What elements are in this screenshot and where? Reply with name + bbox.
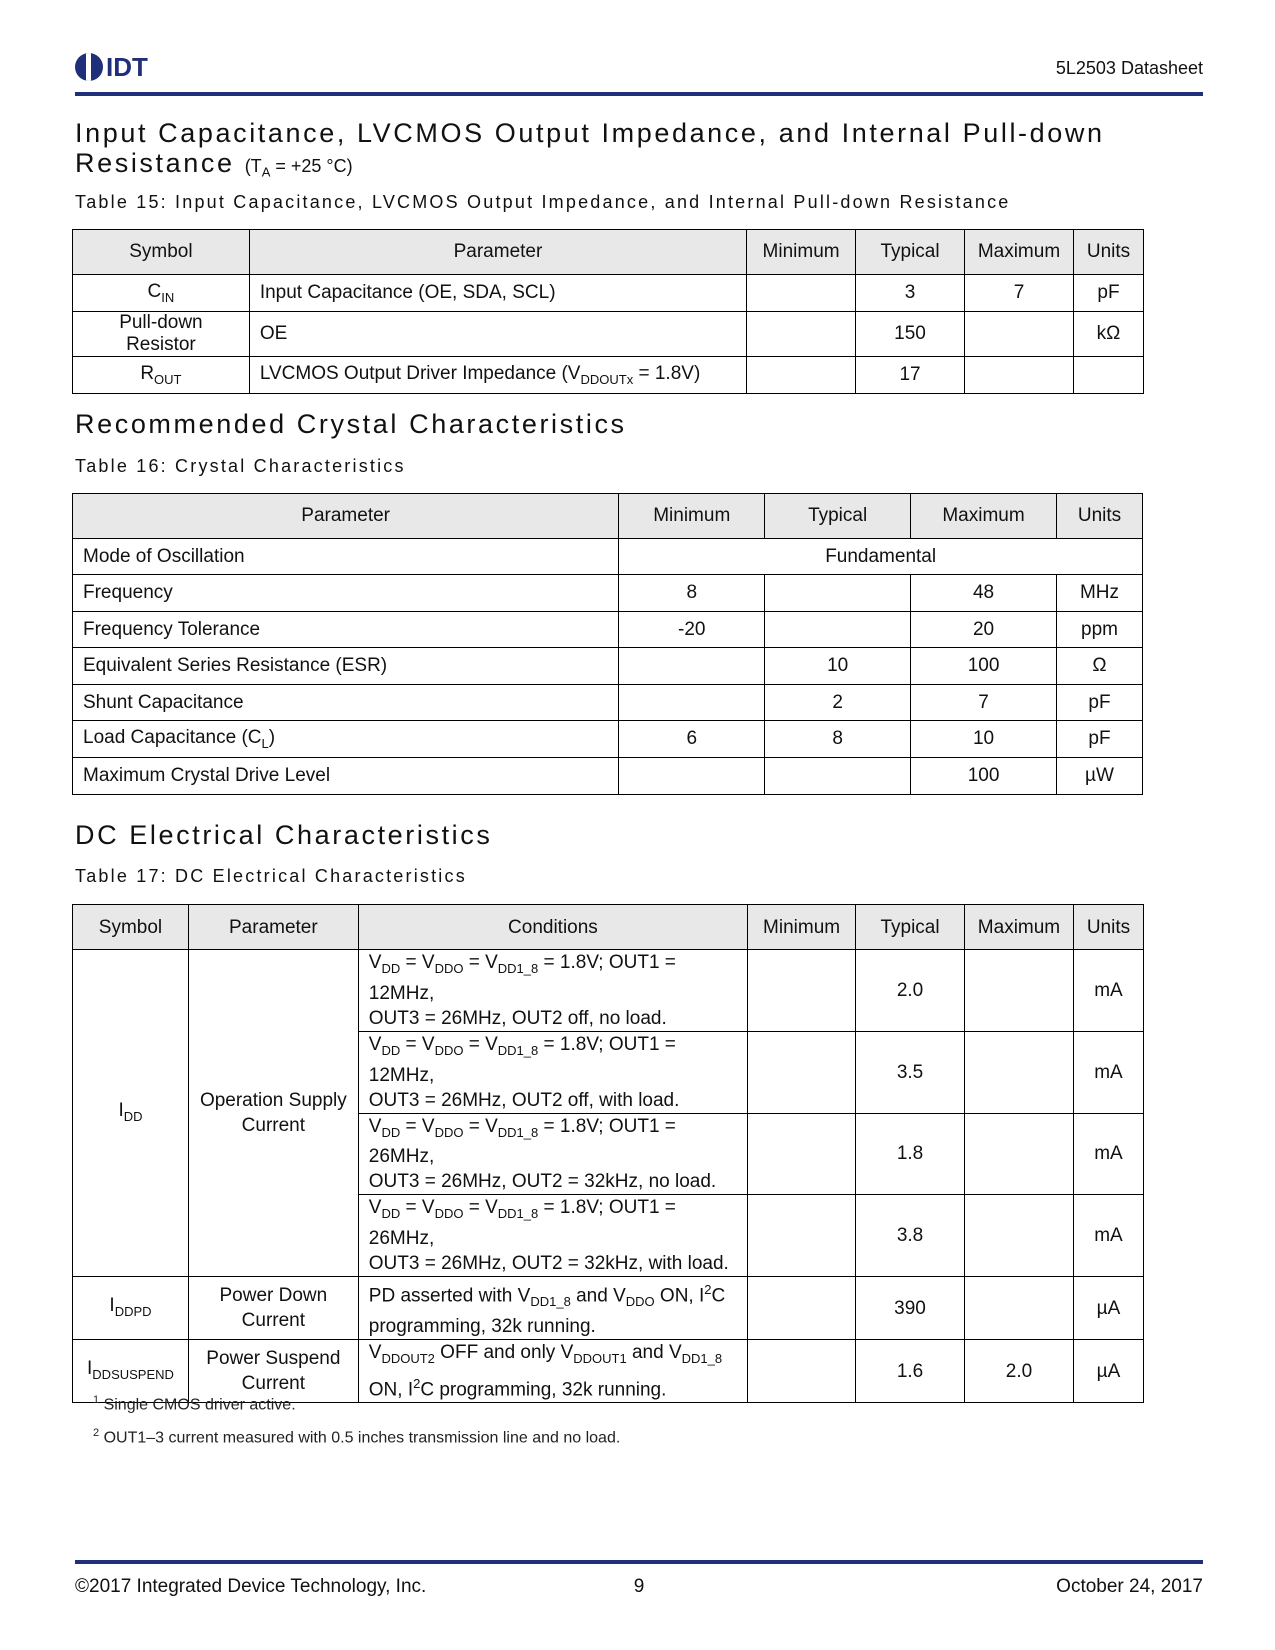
table-header-row [73, 494, 1143, 539]
units-cell: pF [1057, 685, 1143, 721]
column-header: Parameter [249, 230, 746, 275]
maximum-cell [965, 312, 1074, 357]
footnotes [93, 1386, 620, 1453]
typical-cell: 3.8 [856, 1195, 965, 1277]
minimum-cell [748, 1340, 856, 1403]
table-header-row [73, 905, 1144, 950]
conditions-cell: $V_{DD} = V_{DDO} = V_{DD1\_8} = 1.8V$; OUT1 = 12MHz, OUT3 = 26MHz, OUT2 off, with load. [358, 1031, 747, 1113]
minimum-cell [748, 1195, 856, 1277]
column-header: Typical [856, 905, 965, 950]
publication-date: October 24, 2017 [1056, 1576, 1203, 1597]
column-header: Units [1073, 905, 1143, 950]
minimum-cell: 8 [619, 575, 765, 612]
conditions-cell: $V_{DD} = V_{DDO} = V_{DD1\_8} = 1.8V$; OUT1 = 26MHz, OUT3 = 26MHz, OUT2 = 32kHz, no load. [358, 1113, 747, 1195]
parameter-cell: Power Down Current [188, 1277, 358, 1340]
column-header: Typical [765, 494, 911, 539]
typical-cell [765, 758, 911, 795]
symbol-cell: $C_{IN}$ [73, 275, 250, 312]
units-cell: pF [1073, 275, 1143, 312]
table-15-caption: Table 15: Input Capacitance, LVCMOS Output Impedance, and Internal Pull-down Resistance [75, 192, 1011, 212]
units-cell: µW [1057, 758, 1143, 795]
minimum-cell [619, 758, 765, 795]
minimum-cell [748, 1113, 856, 1195]
column-header: Units [1057, 494, 1143, 539]
typical-cell: 2 [765, 685, 911, 721]
section-title-dc-electrical: DC Electrical Characteristics [75, 820, 493, 850]
table-row [73, 950, 1144, 1032]
section-title-crystal: Recommended Crystal Characteristics [75, 409, 627, 439]
parameter-cell: Power Suspend Current [188, 1340, 358, 1403]
symbol-cell: Pull-down Resistor [73, 312, 250, 357]
table-row [73, 275, 1144, 312]
units-cell: MHz [1057, 575, 1143, 612]
parameter-cell: Load Capacitance $(C_L)$ [73, 721, 619, 758]
footnote-2: $^2$ OUT1–3 current measured with 0.5 inches transmission line and no load. [93, 1427, 621, 1447]
minimum-cell [748, 1277, 856, 1340]
minimum-cell [747, 312, 856, 357]
symbol-cell: $I_{DD}$ [73, 950, 189, 1277]
column-header: Parameter [188, 905, 358, 950]
minimum-cell [619, 648, 765, 685]
typical-cell: 17 [856, 357, 965, 394]
column-header: Symbol [73, 905, 189, 950]
table-15 [72, 229, 1144, 394]
section-title-line1: Input Capacitance, LVCMOS Output Impedance, and Internal Pull-down [75, 118, 1105, 148]
maximum-cell: 48 [911, 575, 1057, 612]
parameter-cell: Shunt Capacitance [73, 685, 619, 721]
footnote-1: $^1$ Single CMOS driver active. [93, 1394, 296, 1414]
table-16 [72, 493, 1143, 795]
column-header: Minimum [748, 905, 856, 950]
typical-cell: 1.6 [856, 1340, 965, 1403]
typical-cell: 390 [856, 1277, 965, 1340]
table-row [73, 1277, 1144, 1340]
maximum-cell [964, 1277, 1073, 1340]
table-row [73, 612, 1143, 648]
parameter-cell: Mode of Oscillation [73, 539, 619, 575]
mode-value-cell: Fundamental [619, 539, 1143, 575]
parameter-cell: Frequency [73, 575, 619, 612]
conditions-cell: $V_{DD} = V_{DDO} = V_{DD1\_8} = 1.8V$; OUT1 = 26MHz, OUT3 = 26MHz, OUT2 = 32kHz, with load. [358, 1195, 747, 1277]
table-row [73, 357, 1144, 394]
section-title-input-capacitance [75, 118, 1105, 188]
typical-cell: 3.5 [856, 1031, 965, 1113]
column-header: Minimum [747, 230, 856, 275]
maximum-cell: 100 [911, 758, 1057, 795]
typical-cell: 2.0 [856, 950, 965, 1032]
column-header: Typical [856, 230, 965, 275]
symbol-cell: $I_{DDPD}$ [73, 1277, 189, 1340]
minimum-cell [747, 275, 856, 312]
typical-cell: 10 [765, 648, 911, 685]
document-title: 5L2503 Datasheet [1055, 58, 1203, 78]
minimum-cell: -20 [619, 612, 765, 648]
symbol-cell: $I_{DDSUSPEND}$ [73, 1340, 189, 1403]
column-header: Maximum [911, 494, 1057, 539]
column-header: Units [1073, 230, 1143, 275]
parameter-cell: OE [249, 312, 746, 357]
maximum-cell: 100 [911, 648, 1057, 685]
typical-cell [765, 612, 911, 648]
logo-text: IDT [106, 51, 148, 82]
column-header: Minimum [619, 494, 765, 539]
maximum-cell: 10 [911, 721, 1057, 758]
units-cell: pF [1057, 721, 1143, 758]
typical-cell: 8 [765, 721, 911, 758]
column-header: Maximum [964, 905, 1073, 950]
idt-logo [75, 52, 148, 82]
column-header: Maximum [965, 230, 1074, 275]
typical-cell: 3 [856, 275, 965, 312]
page-footer [75, 1560, 1203, 1604]
maximum-cell: 20 [911, 612, 1057, 648]
units-cell: kΩ [1073, 312, 1143, 357]
parameter-cell: Input Capacitance (OE, SDA, SCL) [249, 275, 746, 312]
typical-cell: 1.8 [856, 1113, 965, 1195]
parameter-cell: Equivalent Series Resistance (ESR) [73, 648, 619, 685]
minimum-cell: 6 [619, 721, 765, 758]
table-header-row [73, 230, 1144, 275]
table-16-caption: Table 16: Crystal Characteristics [75, 456, 406, 476]
units-cell: mA [1073, 950, 1143, 1032]
parameter-cell: Operation Supply Current [188, 950, 358, 1277]
typical-cell: 150 [856, 312, 965, 357]
minimum-cell [748, 950, 856, 1032]
maximum-cell: 7 [965, 275, 1074, 312]
column-header: Parameter [73, 494, 619, 539]
table-row [73, 758, 1143, 795]
typical-cell [765, 575, 911, 612]
conditions-cell: $V_{DD} = V_{DDO} = V_{DD1\_8} = 1.8V$; OUT1 = 12MHz, OUT3 = 26MHz, OUT2 off, no load. [358, 950, 747, 1032]
table-17-caption: Table 17: DC Electrical Characteristics [75, 866, 467, 886]
units-cell: µA [1073, 1277, 1143, 1340]
conditions-cell: $V_{DDOUT2}$ OFF and only $V_{DDOUT1}$ and $V_{DD1\_8}$ ON, $I^2C$ programming, 32k running. [358, 1340, 747, 1403]
parameter-cell: Maximum Crystal Drive Level [73, 758, 619, 795]
units-cell: ppm [1057, 612, 1143, 648]
table-row [73, 539, 1143, 575]
parameter-cell: LVCMOS Output Driver Impedance $(V_{DDOUTx} = 1.8V)$ [249, 357, 746, 394]
table-row [73, 575, 1143, 612]
table-17 [72, 904, 1144, 1403]
units-cell: mA [1073, 1195, 1143, 1277]
units-cell [1073, 357, 1143, 394]
table-row [73, 648, 1143, 685]
conditions-cell: PD asserted with $V_{DD1\_8}$ and $V_{DDO}$ ON, $I^2C$ programming, 32k running. [358, 1277, 747, 1340]
units-cell: mA [1073, 1031, 1143, 1113]
table-row [73, 685, 1143, 721]
page-number: 9 [633, 1576, 645, 1597]
idt-logo-icon [75, 53, 103, 81]
section-title-line2: Resistance ($T_A = +25$ °C) [75, 148, 353, 180]
maximum-cell: 2.0 [964, 1340, 1073, 1403]
minimum-cell [747, 357, 856, 394]
table-row [73, 721, 1143, 758]
units-cell: µA [1073, 1340, 1143, 1403]
copyright: ©2017 Integrated Device Technology, Inc. [75, 1576, 427, 1597]
symbol-cell: $R_{OUT}$ [73, 357, 250, 394]
minimum-cell [619, 685, 765, 721]
units-cell: mA [1073, 1113, 1143, 1195]
maximum-cell [964, 1113, 1073, 1195]
maximum-cell [965, 357, 1074, 394]
page-header [75, 52, 1203, 96]
temperature-condition: ($T_A = +25$ °C) [244, 156, 353, 180]
maximum-cell [964, 950, 1073, 1032]
column-header: Symbol [73, 230, 250, 275]
minimum-cell [748, 1031, 856, 1113]
parameter-cell: Frequency Tolerance [73, 612, 619, 648]
maximum-cell [964, 1195, 1073, 1277]
maximum-cell [964, 1031, 1073, 1113]
units-cell: Ω [1057, 648, 1143, 685]
table-row [73, 312, 1144, 357]
column-header: Conditions [358, 905, 747, 950]
maximum-cell: 7 [911, 685, 1057, 721]
